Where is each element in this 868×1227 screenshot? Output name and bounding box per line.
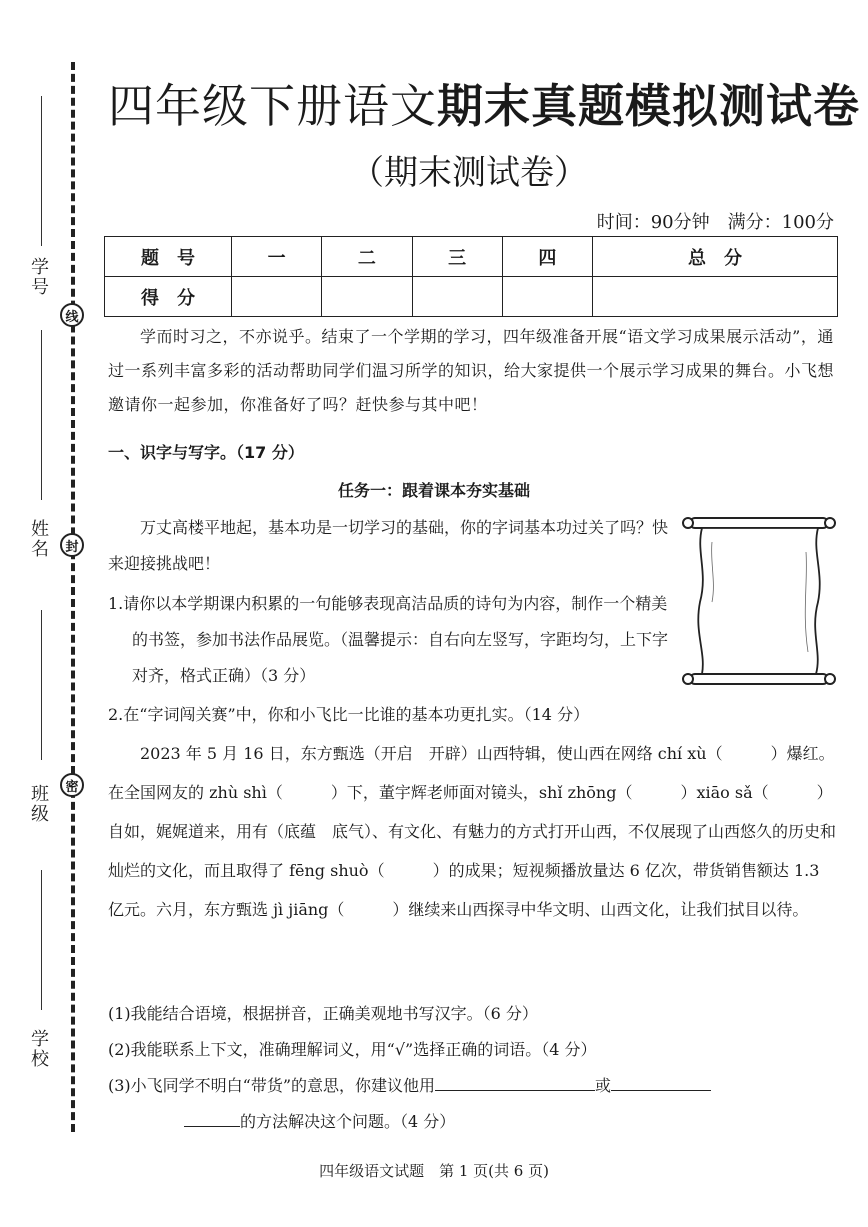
answer-blank-1[interactable] <box>435 1070 595 1091</box>
school-label: 学校 <box>31 1029 49 1070</box>
score-table-header-row <box>105 237 838 277</box>
intro-paragraph: 学而时习之，不亦说乎。结束了一个学期的学习，四年级准备开展“语文学习成果展示活动”，通过一系列丰富多彩的活动帮助同学们温习所学的知识，给大家提供一个展示学习成果的舞台。小飞想邀请你一起参加，你准备好了吗？赶快参与其中吧！ <box>108 327 835 414</box>
section-heading: 一、识字与写字。（17 分） <box>108 443 304 462</box>
binding-margin <box>0 0 100 1227</box>
score-cell[interactable] <box>412 277 502 317</box>
student-id-line[interactable] <box>41 96 42 246</box>
time-info: 时间：90分钟 满分：100分 <box>596 212 834 233</box>
table-cell: 总 分 <box>593 237 838 277</box>
table-cell: 四 <box>502 237 592 277</box>
task-title: 任务一：跟着课本夯实基础 <box>337 481 530 500</box>
page-subtitle: （期末测试卷） <box>350 153 588 193</box>
sub-question-2: (2)我能联系上下文，准确理解词义，用“√”选择正确的词语。（4 分） <box>108 1040 597 1059</box>
table-cell: 得 分 <box>105 277 232 317</box>
score-cell[interactable] <box>593 277 838 317</box>
table-cell: 二 <box>322 237 412 277</box>
scroll-icon <box>682 512 836 690</box>
score-cell[interactable] <box>502 277 592 317</box>
page-footer: 四年级语文试题 第 1 页(共 6 页) <box>319 1162 549 1180</box>
score-cell[interactable] <box>232 277 322 317</box>
score-table <box>104 236 838 317</box>
cut-line <box>71 62 75 1132</box>
class-label: 班级 <box>31 784 49 825</box>
question-2: 2.在“字词闯关赛”中，你和小飞比一比谁的基本功更扎实。（14 分） <box>108 705 590 724</box>
question-1: 1.请你以本学期课内积累的一句能够表现高洁品质的诗句为内容，制作一个精美的书签，参加书法作品展览。（温馨提示：自右向左竖写，字距均匀，上下字对齐，格式正确）（3 分） <box>108 594 669 685</box>
title-normal: 四年级下册语文 <box>108 79 437 133</box>
student-id-label: 学号 <box>31 257 49 298</box>
page-title <box>108 76 860 136</box>
table-cell: 一 <box>232 237 322 277</box>
sub3-text-b: 或 <box>595 1076 612 1095</box>
name-label: 姓名 <box>31 519 49 560</box>
sub3-text-c: 的方法解决这个问题。（4 分） <box>240 1112 456 1131</box>
sub-question-3 <box>108 1068 848 1140</box>
title-bold: 期末真题模拟测试卷 <box>437 79 860 133</box>
table-cell: 题 号 <box>105 237 232 277</box>
sub3-text-a: (3)小飞同学不明白“带货”的意思，你建议他用 <box>108 1076 436 1095</box>
class-line[interactable] <box>41 610 42 760</box>
score-table-score-row <box>105 277 838 317</box>
seal-mi: 密 <box>60 773 84 797</box>
school-line[interactable] <box>41 870 42 1010</box>
task-intro: 万丈高楼平地起，基本功是一切学习的基础，你的字词基本功过关了吗？快来迎接挑战吧！ <box>108 518 669 573</box>
seal-xian: 线 <box>60 303 84 327</box>
answer-blank-2[interactable] <box>611 1070 711 1091</box>
sub-question-1: (1)我能结合语境，根据拼音，正确美观地书写汉字。（6 分） <box>108 1004 538 1023</box>
answer-blank-2-cont[interactable] <box>184 1106 240 1127</box>
seal-feng: 封 <box>60 533 84 557</box>
table-cell: 三 <box>412 237 502 277</box>
score-cell[interactable] <box>322 277 412 317</box>
passage-paragraph: 2023 年 5 月 16 日，东方甄选（开启 开辟）山西特辑，使山西在网络 chí xù（ ）爆红。在全国网友的 zhù shì（ ）下，董宇辉老师面对镜头，shǐ zhōng（ ）xiāo sǎ（ ）自如，娓娓道来，用有（底蕴 底气）、有文化、有魅力的方式打开山西，不仅展现了山西悠久的历史和灿烂的文化，而且取得了 fēng shuò（ ）的成果；短视频播放量达 6 亿次，带货销售额达 1.3 亿元。六月，东方甄选 jì jiāng（ ）继续来山西探寻中华文明、山西文化，让我们拭目以待。 <box>108 744 837 919</box>
